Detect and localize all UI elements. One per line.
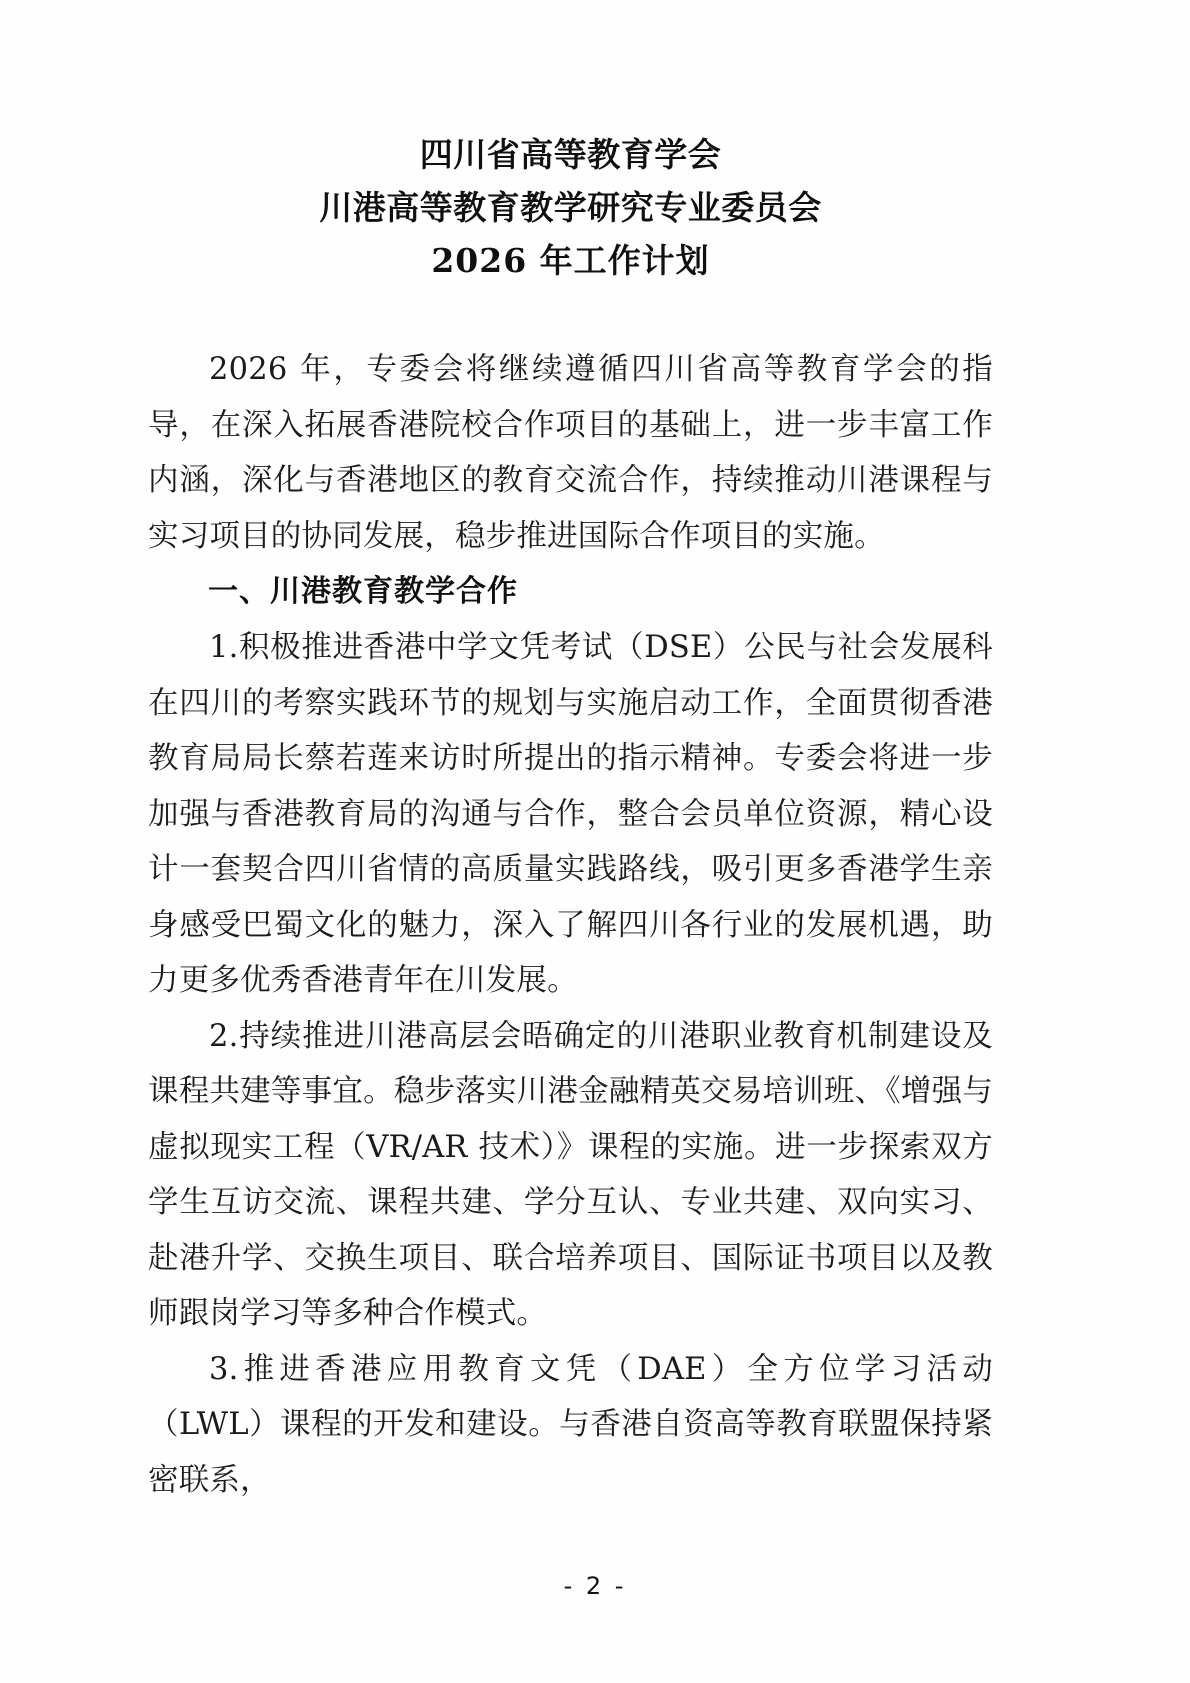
- section-1-item-1: 1.积极推进香港中学文凭考试（DSE）公民与社会发展科在四川的考察实践环节的规划与实施启动工作，全面贯彻香港教育局局长蔡若莲来访时所提出的指示精神。专委会将进一步加强与香港教育局的沟通与合作，整合会员单位资源，精心设计一套契合四川省情的高质量实践路线，吸引更多香港学生亲身感受巴蜀文化的魅力，深入了解四川各行业的发展机遇，助力更多优秀香港青年在川发展。: [148, 630, 993, 998]
- document-title-block: [148, 0, 993, 287]
- title-line-committee: 川港高等教育教学研究专业委员会: [319, 188, 822, 227]
- section-heading-1: 一、川港教育教学合作: [208, 574, 518, 609]
- section-1-item-3: 3.推进香港应用教育文凭（DAE）全方位学习活动（LWL）课程的开发和建设。与香港自资高等教育联盟保持紧密联系，: [148, 1351, 993, 1498]
- title-line-organization: 四川省高等教育学会: [419, 135, 722, 174]
- page-number-footer: - 2 -: [563, 1572, 627, 1600]
- section-1-item-2: 2.持续推进川港高层会晤确定的川港职业教育机制建设及课程共建等事宜。稳步落实川港金融精英交易培训班、《增强与虚拟现实工程（VR/AR 技术）》课程的实施。进一步探索双方学生互访交流、课程共建、学分互认、专业共建、双向实习、赴港升学、交换生项目、联合培养项目、国际证书项目以及教师跟岗学习等多种合作模式。: [148, 1018, 993, 1331]
- page-content: [148, 0, 993, 1508]
- intro-paragraph: 2026 年，专委会将继续遵循四川省高等教育学会的指导，在深入拓展香港院校合作项目的基础上，进一步丰富工作内涵，深化与香港地区的教育交流合作，持续推动川港课程与实习项目的协同发展，稳步推进国际合作项目的实施。: [148, 352, 993, 554]
- title-line-year-plan: 2026 年工作计划: [431, 241, 710, 280]
